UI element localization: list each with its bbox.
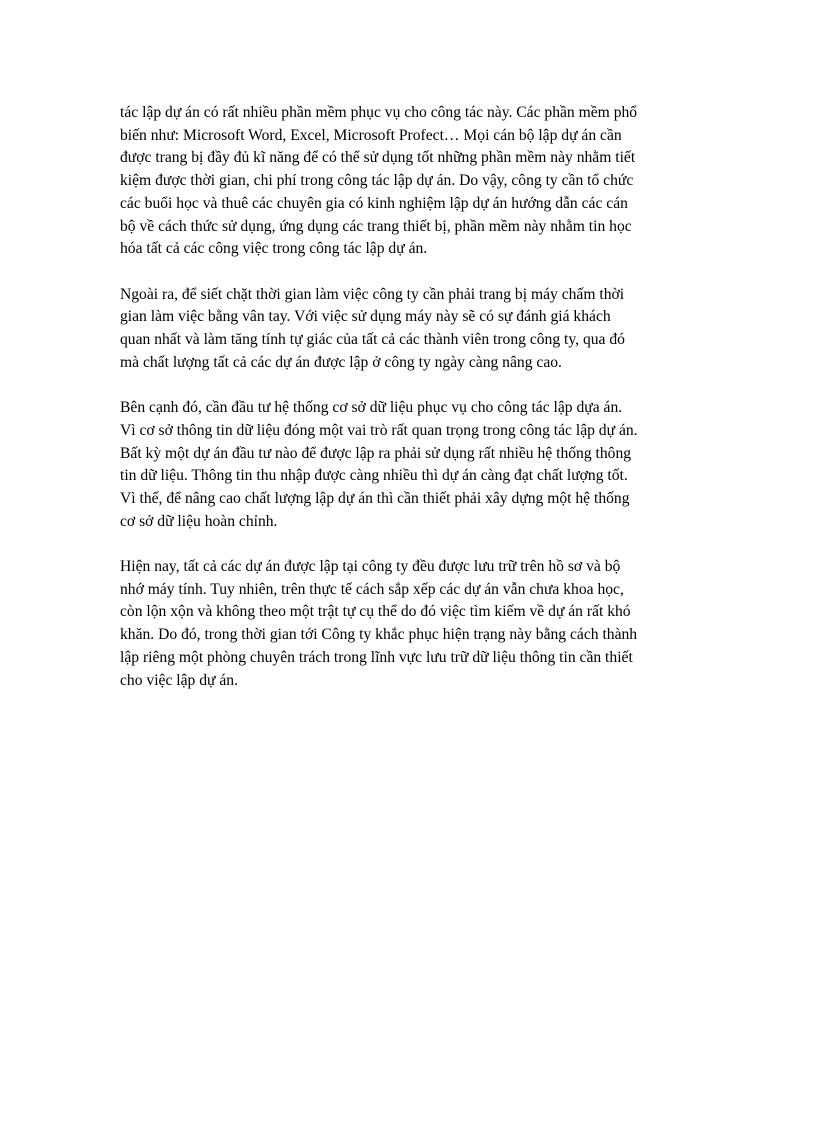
- text-line: tác lập dự án có rất nhiều phần mềm phục vụ cho công tác này. Các phần mềm phổ: [120, 104, 638, 121]
- text-line: bộ về cách thức sử dụng, ứng dụng các trang thiết bị, phần mềm này nhằm tin học: [120, 217, 632, 235]
- text-line: cho việc lập dự án.: [120, 671, 238, 689]
- text-line: tin dữ liệu. Thông tin thu nhập được càng nhiều thì dự án càng đạt chất lượng tốt.: [120, 467, 628, 485]
- text-line: lập riêng một phòng chuyên trách trong lĩnh vực lưu trữ dữ liệu thông tin cần thiết: [120, 648, 633, 666]
- text-line: hóa tất cả các công việc trong công tác lập dự án.: [120, 240, 428, 258]
- text-line: Bất kỳ một dự án đầu tư nào để được lập ra phải sử dụng rất nhiều hệ thống thông: [120, 444, 632, 462]
- text-line: các buổi học và thuê các chuyên gia có kinh nghiệm lập dự án hướng dẫn các cán: [120, 194, 628, 212]
- text-line: Hiện nay, tất cả các dự án được lập tại công ty đều được lưu trữ trên hồ sơ và bộ: [120, 558, 621, 576]
- text-line: Bên cạnh đó, cần đầu tư hệ thống cơ sở dữ liệu phục vụ cho công tác lập dựa án.: [120, 399, 623, 417]
- paragraph-timekeeping: [120, 284, 698, 375]
- paragraph-archiving: [120, 556, 698, 692]
- text-line: cơ sở dữ liệu hoàn chỉnh.: [120, 512, 278, 530]
- text-line: Vì cơ sở thông tin dữ liệu đóng một vai trò rất quan trọng trong công tác lập dự án.: [120, 421, 638, 439]
- text-line: quan nhất và làm tăng tính tự giác của tất cả các thành viên trong công ty, qua đó: [120, 331, 625, 349]
- text-line: biến như: Microsoft Word, Excel, Microsoft Profect… Mọi cán bộ lập dự án cần: [120, 126, 622, 144]
- text-line: nhớ máy tính. Tuy nhiên, trên thực tế cách sắp xếp các dự án vẫn chưa khoa học,: [120, 580, 624, 598]
- document-body: [120, 102, 698, 715]
- text-line: Vì thế, để nâng cao chất lượng lập dự án thì cần thiết phải xây dựng một hệ thống: [120, 489, 630, 507]
- text-line: được trang bị đầy đủ kĩ năng để có thể sử dụng tốt những phần mềm này nhằm tiết: [120, 149, 636, 167]
- paragraph-software: [120, 102, 698, 261]
- text-line: gian làm việc bằng vân tay. Với việc sử dụng máy này sẽ có sự đánh giá khách: [120, 308, 611, 326]
- paragraph-database: [120, 397, 698, 533]
- text-line: kiệm được thời gian, chi phí trong công tác lập dự án. Do vậy, công ty cần tổ chức: [120, 172, 634, 190]
- text-line: Ngoài ra, để siết chặt thời gian làm việc công ty cần phải trang bị máy chấm thời: [120, 285, 625, 303]
- text-line: khăn. Do đó, trong thời gian tới Công ty khắc phục hiện trạng này bằng cách thành: [120, 626, 638, 644]
- text-line: còn lộn xộn và không theo một trật tự cụ thể do đó việc tìm kiếm về dự án rất khó: [120, 603, 631, 621]
- text-line: mà chất lượng tất cả các dự án được lập ở công ty ngày càng nâng cao.: [120, 353, 562, 371]
